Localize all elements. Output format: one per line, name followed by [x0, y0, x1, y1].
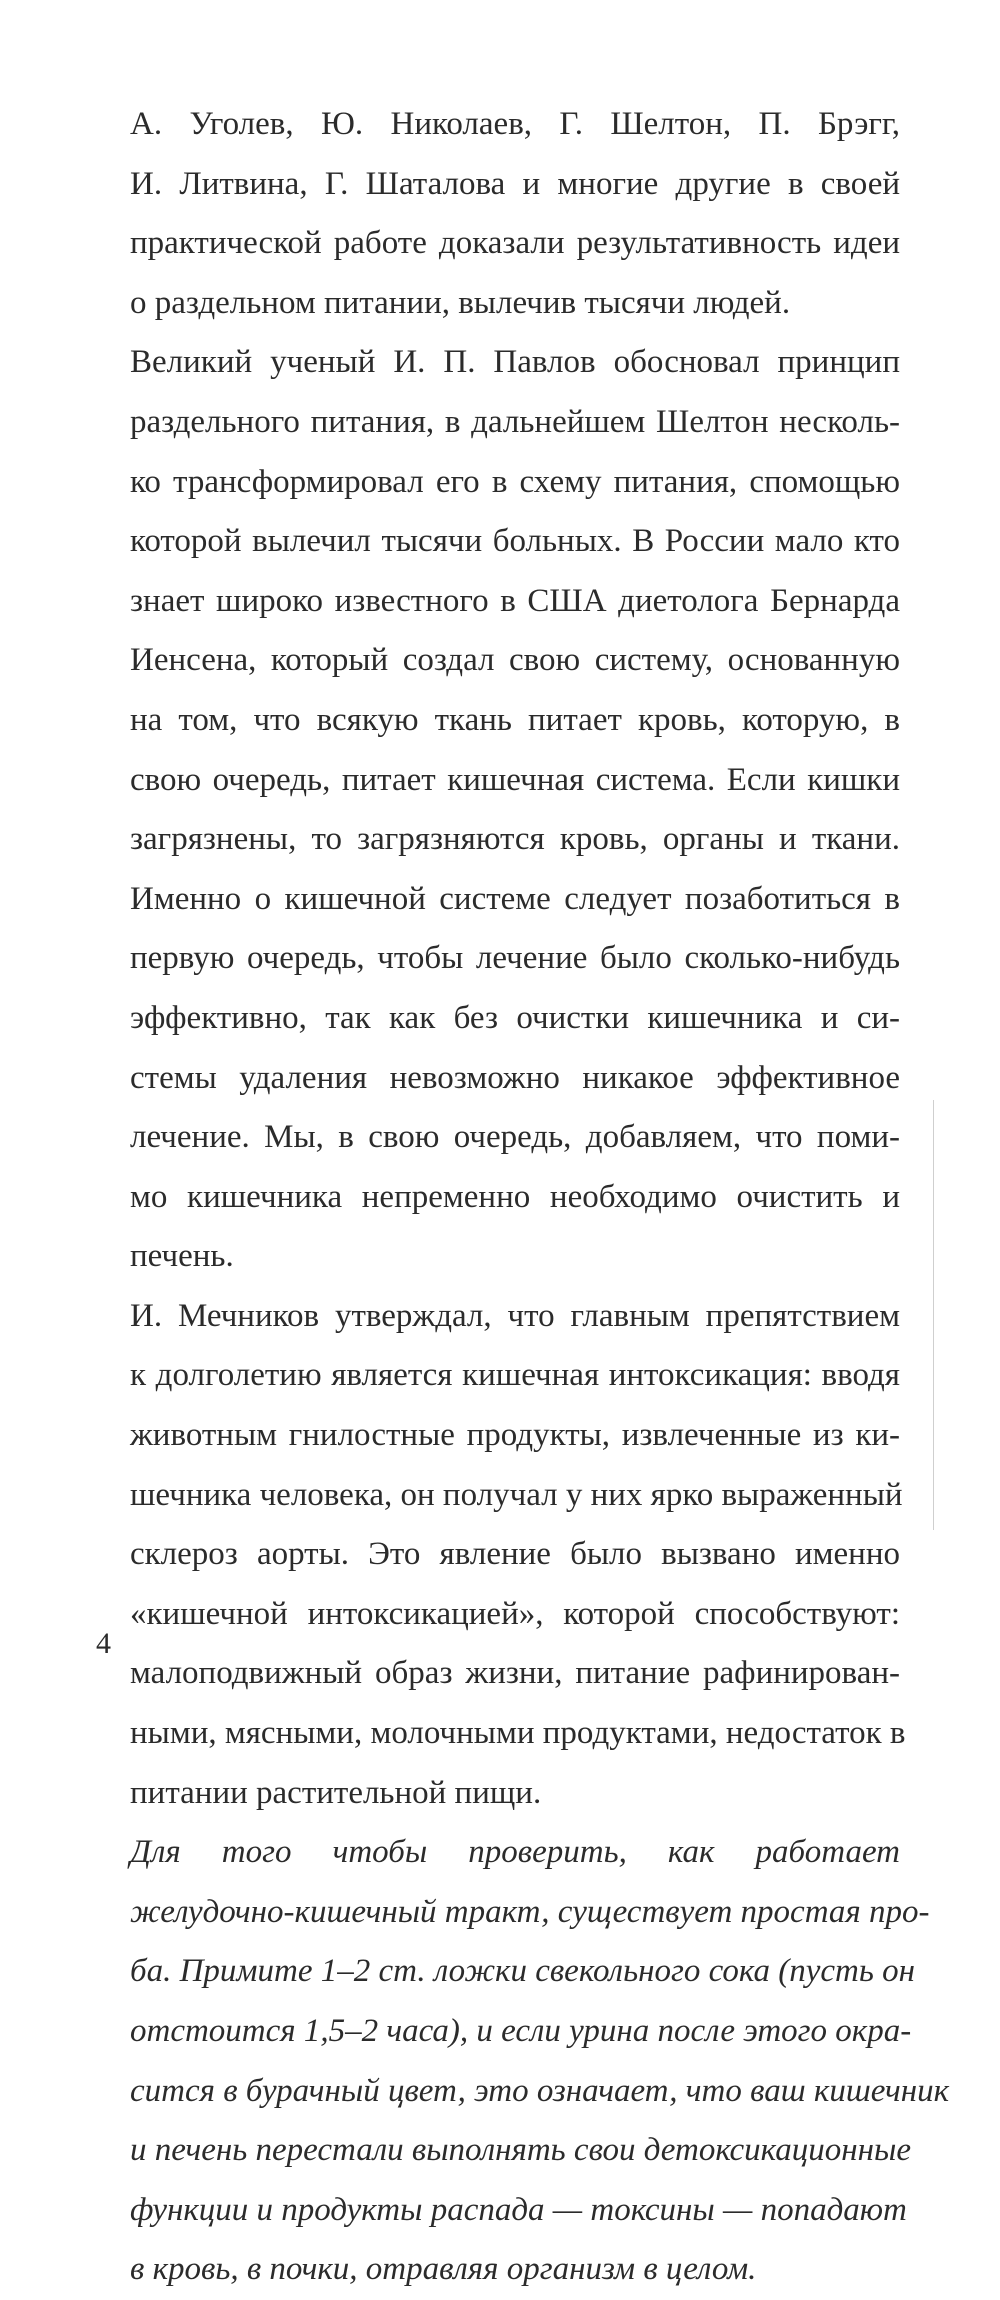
text-line: питании растительной пищи. [130, 1774, 542, 1811]
main-text [130, 95, 950, 2300]
text-line: И. Мечников утверждал, что главным препятствием [130, 1297, 900, 1334]
text-line: ко трансформировал его в схему питания, спомощью [130, 463, 900, 500]
text-line: шечника человека, он получал у них ярко выраженный [130, 1476, 903, 1513]
text-line: практической работе доказали результативность идеи [130, 225, 900, 262]
paragraph-2 [130, 333, 900, 1287]
text-line: И. Литвина, Г. Шаталова и многие другие в своей [130, 165, 900, 202]
text-line: А. Уголев, Ю. Николаев, Г. Шелтон, П. Брэгг, [130, 106, 900, 142]
text-line: сится в бурачный цвет, это означает, что ваш кишечник [130, 2072, 950, 2109]
text-line: животным гнилостные продукты, извлеченные из ки- [130, 1417, 900, 1454]
text-line: отстоится 1,5–2 часа), и если урина после этого окра- [130, 2013, 912, 2049]
page-number: 4 [96, 1627, 111, 1660]
text-line: Именно о кишечной системе следует позаботиться в [130, 880, 900, 917]
text-line: о раздельном питании, вылечив тысячи людей. [130, 284, 791, 321]
paragraph-3 [130, 1287, 906, 1823]
text-line: знает широко известного в США диетолога Бернарда [130, 582, 900, 619]
text-line: Для того чтобы проверить, как работает [130, 1834, 900, 1871]
text-line: в кровь, в почки, отравляя организм в целом. [130, 2251, 757, 2288]
text-line: желудочно-кишечный тракт, существует простая про- [130, 1893, 930, 1930]
text-line: малоподвижный образ жизни, питание рафинирован- [130, 1655, 900, 1692]
text-line: стемы удаления невозможно никакое эффективное [130, 1059, 900, 1096]
text-line: на том, что всякую ткань питает кровь, которую, в [130, 701, 900, 738]
text-line: Великий ученый И. П. Павлов обосновал принцип [130, 344, 900, 381]
text-line: лечение. Мы, в свою очередь, добавляем, что поми- [130, 1119, 900, 1156]
text-line: «кишечной интоксикацией», которой способствуют: [130, 1595, 900, 1632]
text-line: мо кишечника непременно необходимо очистить и [130, 1178, 900, 1215]
text-line: раздельного питания, в дальнейшем Шелтон несколь- [130, 403, 900, 440]
text-line: склероз аорты. Это явление было вызвано именно [130, 1536, 900, 1573]
text-line: первую очередь, чтобы лечение было сколько-нибудь [130, 940, 900, 977]
page-edge-mark [933, 1100, 934, 1530]
paragraph-4-italic [130, 1823, 950, 2300]
paragraph-1 [130, 95, 900, 333]
text-line: ными, мясными, молочными продуктами, недостаток в [130, 1715, 906, 1752]
text-line: свою очередь, питает кишечная система. Если кишки [130, 761, 900, 798]
text-line: ба. Примите 1–2 ст. ложки свекольного сока (пусть он [130, 1953, 916, 1990]
text-line: и печень перестали выполнять свои детоксикационные [130, 2132, 912, 2169]
text-line: печень. [130, 1238, 234, 1275]
text-line: загрязнены, то загрязняются кровь, органы и ткани. [130, 821, 900, 858]
text-line: которой вылечил тысячи больных. В России мало кто [130, 523, 900, 560]
text-line: Иенсена, который создал свою систему, основанную [130, 642, 900, 679]
text-line: эффективно, так как без очистки кишечника и си- [130, 999, 900, 1036]
text-line: к долголетию является кишечная интоксикация: вводя [130, 1357, 900, 1394]
text-line: функции и продукты распада — токсины — попадают [130, 2191, 907, 2228]
